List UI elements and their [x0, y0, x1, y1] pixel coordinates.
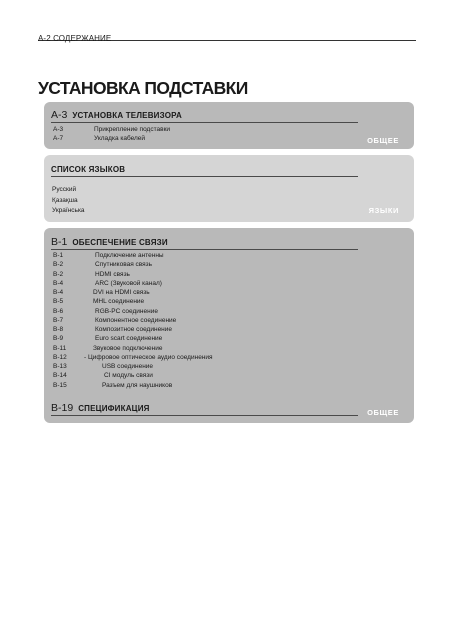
- toc-page: А-3: [53, 126, 64, 133]
- section-tv-installation: [44, 102, 414, 149]
- toc-label: HDMI связь: [95, 270, 130, 278]
- toc-page: В-2: [53, 261, 64, 269]
- section-heading: [51, 232, 358, 250]
- section-tag: ОБЩЕЕ: [367, 136, 399, 145]
- toc-label: Композитное соединение: [95, 326, 173, 333]
- section-tag: ОБЩЕЕ: [367, 408, 399, 417]
- section-tag: ЯЗЫКИ: [368, 206, 399, 215]
- toc-label: Спутниковая связь: [95, 261, 153, 269]
- page-header-label: А-2 СОДЕРЖАНИЕ: [38, 34, 112, 43]
- section-title: СПЕЦИФИКАЦИЯ: [78, 404, 150, 413]
- page-header: [38, 28, 416, 41]
- toc-label: USB соединение: [102, 363, 154, 370]
- language-item[interactable]: Русский: [52, 186, 77, 193]
- toc-label: - Цифровое оптическое аудио соединения: [84, 353, 213, 361]
- language-list: [52, 185, 85, 217]
- toc-page: В-6: [53, 307, 64, 315]
- section-heading: [51, 105, 358, 123]
- section-title: ОБЕСПЕЧЕНИЕ СВЯЗИ: [72, 238, 168, 247]
- section-connections: [44, 228, 414, 423]
- toc-label: Прикрепление подставки: [94, 126, 171, 133]
- toc-label: DVI на HDMI связь: [93, 289, 150, 296]
- toc-label: ARC (Звуковой канал): [95, 279, 162, 287]
- toc-label: MHL соединение: [93, 298, 145, 306]
- toc-label: Разъем для наушников: [102, 381, 173, 389]
- toc-label: Компонентное соединение: [95, 316, 177, 324]
- toc-page: В-11: [53, 344, 67, 352]
- section-title: УСТАНОВКА ТЕЛЕВИЗОРА: [72, 111, 182, 120]
- section-number: В-19: [51, 402, 74, 414]
- toc-label: Укладка кабелей: [94, 135, 146, 143]
- toc-page: В-14: [53, 372, 67, 380]
- toc-page: В-12: [53, 353, 67, 361]
- toc-page: В-15: [53, 381, 67, 389]
- language-item[interactable]: Українська: [52, 207, 85, 214]
- toc-page: А-7: [53, 135, 64, 143]
- toc-label: RGB-PC соединение: [95, 307, 158, 315]
- toc-label: Подключение антенны: [95, 252, 164, 259]
- toc-page: В-8: [53, 326, 64, 333]
- toc-page: В-5: [53, 298, 64, 306]
- section-languages: [44, 155, 414, 222]
- section-heading-specification: [51, 398, 358, 416]
- section-title: СПИСОК ЯЗЫКОВ: [51, 165, 126, 174]
- toc-page: В-4: [53, 289, 64, 296]
- section-number: В-1: [51, 236, 68, 248]
- language-item[interactable]: Қазақша: [52, 196, 78, 204]
- toc-page: В-4: [53, 279, 64, 287]
- toc-label: CI модуль связи: [104, 372, 153, 380]
- toc-page: В-1: [53, 252, 64, 259]
- section-heading: [51, 159, 358, 177]
- toc-page: В-2: [53, 270, 64, 278]
- toc-page: В-9: [53, 335, 64, 343]
- toc-page: В-13: [53, 363, 67, 370]
- toc-label: Euro scart соединение: [95, 335, 163, 343]
- toc-page: В-7: [53, 316, 64, 324]
- page-title: УСТАНОВКА ПОДСТАВКИ: [38, 78, 248, 98]
- section-number: А-3: [51, 109, 68, 121]
- toc-label: Звуковое подключение: [93, 344, 163, 352]
